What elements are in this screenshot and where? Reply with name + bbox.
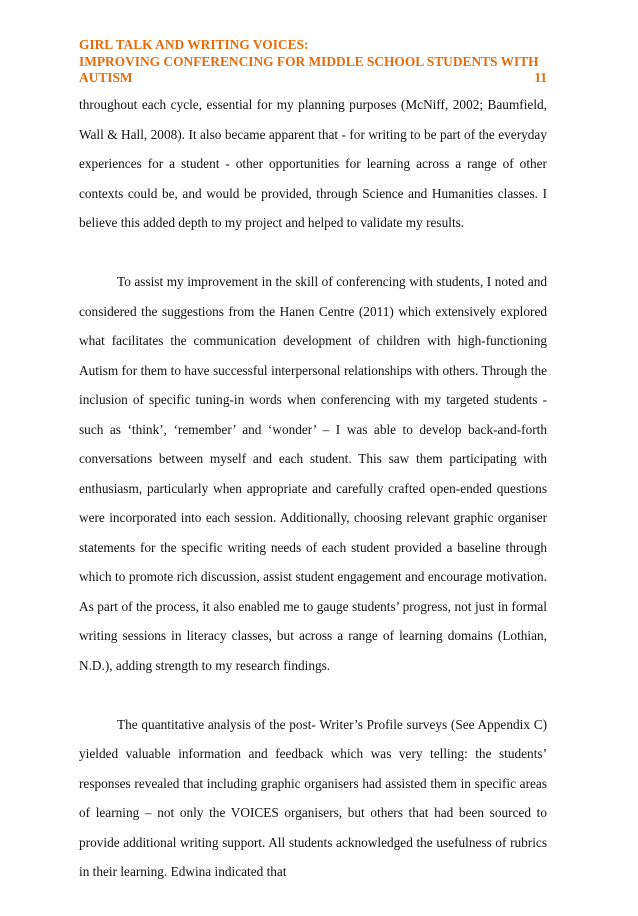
- body-text: [79, 90, 547, 916]
- running-head-line-2: IMPROVING CONFERENCING FOR MIDDLE SCHOOL STUDENTS WITH: [79, 53, 539, 69]
- paragraph-quantitative-analysis: The quantitative analysis of the post- Writer’s Profile surveys (See Appendix C) yielded valuable information and feedback which was very telling: the students’ responses revealed that including graphic organisers had assisted them in specific areas of learning – not only the VOICES organisers, but others that had been sourced to provide additional writing support. All students acknowledged the usefulness of rubrics in their learning. Edwina indicated that: [79, 716, 547, 879]
- running-head-line-1: GIRL TALK AND WRITING VOICES:: [79, 37, 309, 52]
- paragraph-conferencing: To assist my improvement in the skill of conferencing with students, I noted and considered the suggestions from the Hanen Centre (2011) which extensively explored what facilitates the communication development of children with high-functioning Autism for them to have successful interpersonal relationships with others. Through the inclusion of specific tuning-in words when conferencing with my targeted students - such as ‘think’, ‘remember’ and ‘wonder’ – I was able to develop back-and-forth conversations between myself and each student. This saw them participating with enthusiasm, particularly when appropriate and carefully crafted open-ended questions were incorporated into each session. Additionally, choosing relevant graphic organiser statements for the specific writing needs of each student provided a baseline through which to promote rich discussion, assist student engagement and encourage motivation. As part of the process, it also enabled me to gauge students’ progress, not just in formal writing sessions in literacy classes, but across a range of learning domains (Lothian, N.D.), adding strength to my research findings.: [79, 274, 547, 673]
- paragraph-continued: throughout each cycle, essential for my planning purposes (McNiff, 2002; Baumfield, Wall & Hall, 2008). It also became apparent that - for writing to be part of the everyday experiences for a student - other opportunities for learning across a range of other contexts could be, and would be provided, through Science and Humanities classes. I believe this added depth to my project and helped to validate my results.: [79, 97, 547, 230]
- page-number: 11: [534, 70, 547, 85]
- running-head-line-3: AUTISM: [79, 70, 133, 85]
- running-head: [79, 37, 559, 87]
